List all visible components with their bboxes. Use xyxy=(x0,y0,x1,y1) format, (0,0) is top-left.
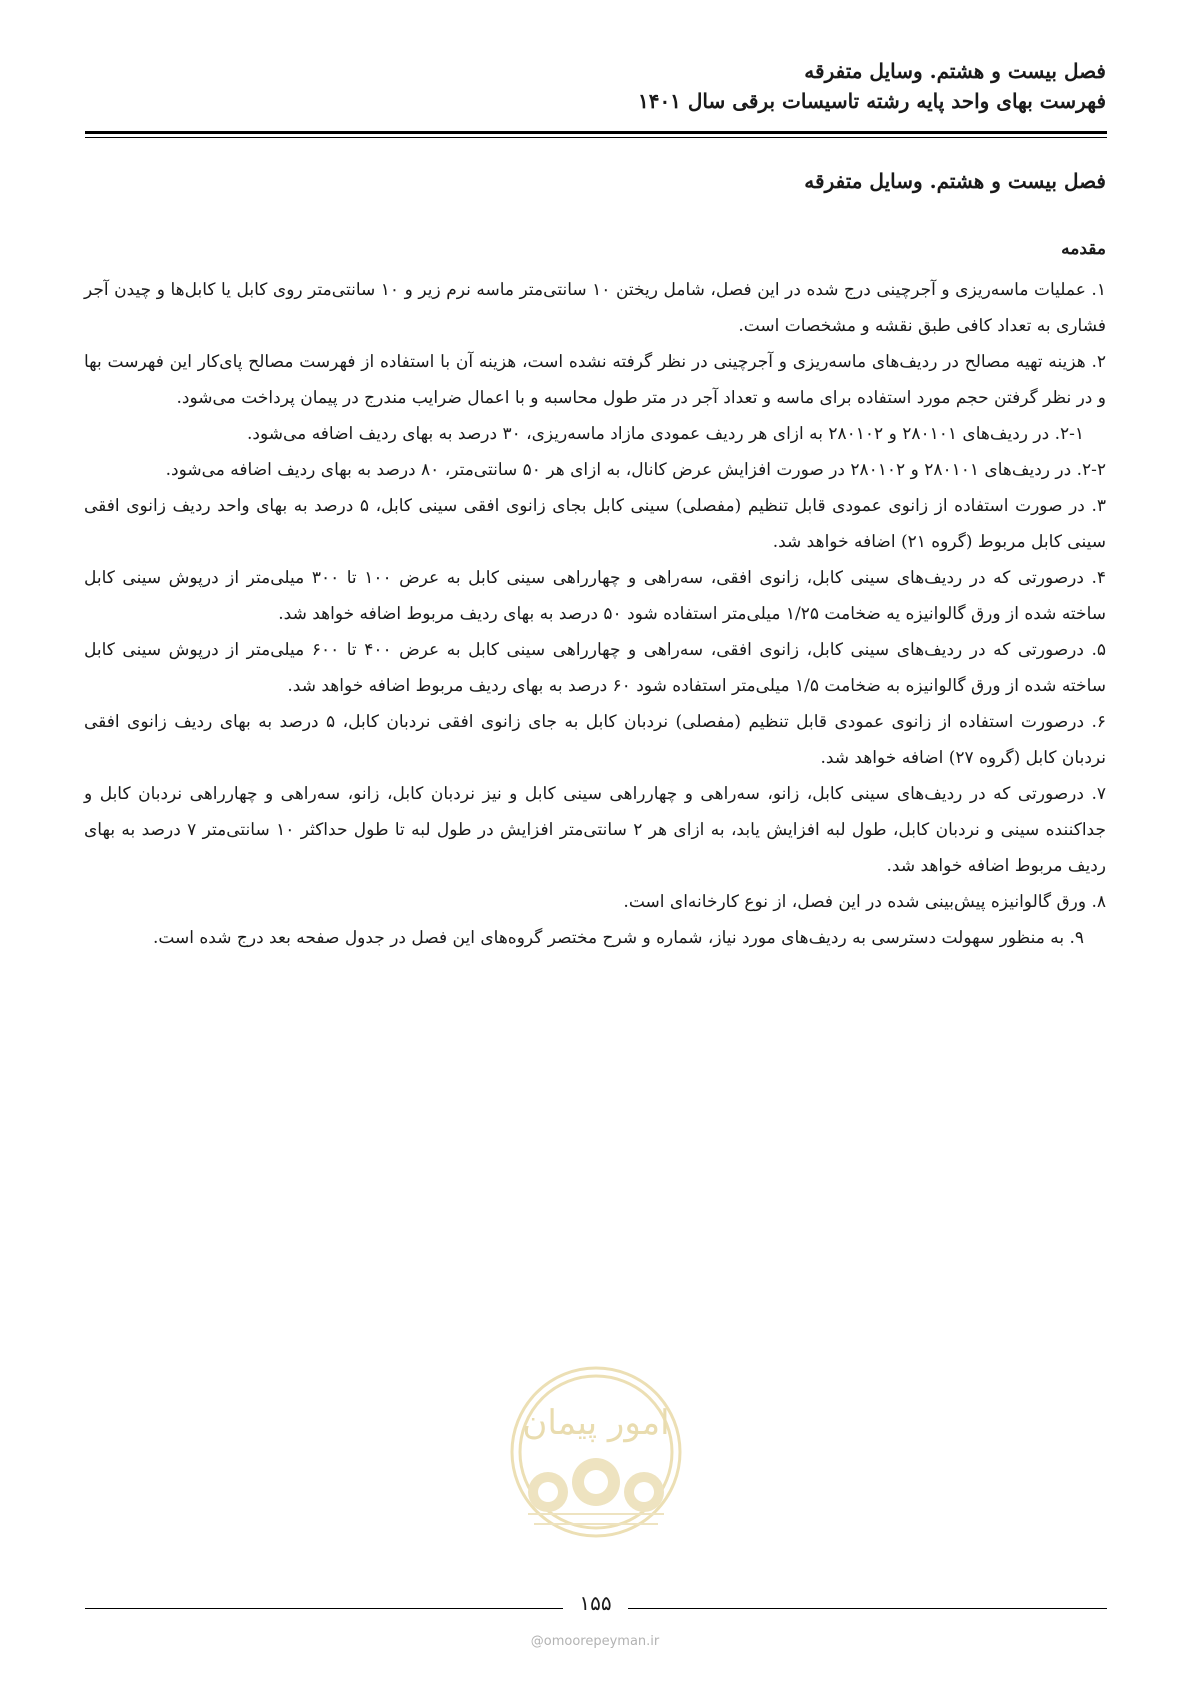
header-rule-thick xyxy=(85,131,1107,134)
paragraph-5: ۵. درصورتی که در ردیف‌های سینی کابل، زانوی افقی، سه‌راهی و چهارراهی سینی کابل به عرض ۴۰۰ تا ۶۰۰ میلی‌متر از درپوش سینی کابل ساخته شده از ورق گالوانیزه به ضخامت ۱/۵ میلی‌متر استفاده شود ۶۰ درصد به بهای ردیف مربوط اضافه خواهد شد. xyxy=(84,640,1107,696)
paragraph-1: ۱. عملیات ماسه‌ریزی و آجرچینی درج شده در این فصل، شامل ریختن ۱۰ سانتی‌متر ماسه نرم زیر و ۱۰ سانتی‌متر روی کابل یا کابل‌ها و چیدن آجر فشاری به تعداد کافی طبق نقشه و مشخصات است. xyxy=(84,280,1106,336)
header-rule-thin xyxy=(85,137,1107,138)
footer-rule-left xyxy=(85,1608,563,1609)
paragraph-2-1: ۲-۱. در ردیف‌های ۲۸۰۱۰۱ و ۲۸۰۱۰۲ به ازای هر ردیف عمودی مازاد ماسه‌ریزی، ۳۰ درصد به بهای ردیف اضافه می‌شود. xyxy=(247,424,1084,444)
footer-rule-right xyxy=(628,1608,1107,1609)
watermark-seal-icon xyxy=(508,1364,684,1540)
paragraph-2: ۲. هزینه تهیه مصالح در ردیف‌های ماسه‌ریزی و آجرچینی در نظر گرفته نشده است، هزینه آن با استفاده از فهرست مصالح پای‌کار این فهرست بها و در نظر گرفتن حجم مورد استفاده برای ماسه و تعداد آجر در متر طول محاسبه و با اعمال ضرایب مندرج در پیمان پرداخت می‌شود. xyxy=(84,352,1106,408)
paragraph-4: ۴. درصورتی که در ردیف‌های سینی کابل، زانوی افقی، سه‌راهی و چهارراهی سینی کابل به عرض ۱۰۰ تا ۳۰۰ میلی‌متر از درپوش سینی کابل ساخته شده از ورق گالوانیزه یه ضخامت ۱/۲۵ میلی‌متر استفاده شود ۵۰ درصد به بهای ردیف مربوط اضافه خواهد شد. xyxy=(84,568,1107,624)
header-chapter-line: فصل بیست و هشتم. وسایل متفرقه xyxy=(804,59,1106,83)
paragraph-2-2: ۲-۲. در ردیف‌های ۲۸۰۱۰۱ و ۲۸۰۱۰۲ در صورت افزایش عرض کانال، به ازای هر ۵۰ سانتی‌متر، ۸۰ درصد به بهای ردیف اضافه می‌شود. xyxy=(165,460,1106,480)
intro-body xyxy=(84,272,1106,956)
header-catalog-line: فهرست بهای واحد پایه رشته تاسیسات برقی سال ۱۴۰۱ xyxy=(637,89,1106,113)
page-header xyxy=(84,56,1106,116)
paragraph-7: ۷. درصورتی که در ردیف‌های سینی کابل، زانو، سه‌راهی و چهارراهی سینی کابل و نیز نردبان کابل، زانو، سه‌راهی و چهارراهی نردبان کابل و جداکننده سینی و نردبان کابل، طول لبه افزایش یابد، به ازای هر ۲ سانتی‌متر افزایش در طول لبه تا طول حداکثر ۱۰ سانتی‌متر ۷ درصد به بهای ردیف مربوط اضافه خواهد شد. xyxy=(84,784,1106,876)
paragraph-6: ۶. درصورت استفاده از زانوی عمودی قابل تنظیم (مفصلی) نردبان کابل به جای زانوی افقی نردبان کابل، ۵ درصد به بهای ردیف زانوی افقی نردبان کابل (گروه ۲۷) اضافه خواهد شد. xyxy=(84,712,1106,768)
watermark-label: امور پیمان xyxy=(522,1403,670,1443)
paragraph-9: ۹. به منظور سهولت دسترسی به ردیف‌های مورد نیاز، شماره و شرح مختصر گروه‌های این فصل در جدول صفحه بعد درج شده است. xyxy=(152,928,1084,948)
website-label: @omoorepeyman.ir xyxy=(530,1634,660,1649)
intro-heading: مقدمه xyxy=(1061,239,1106,259)
chapter-title: فصل بیست و هشتم. وسایل متفرقه xyxy=(804,169,1106,193)
page-number: ۱۵۵ xyxy=(579,1591,612,1615)
paragraph-8: ۸. ورق گالوانیزه پیش‌بینی شده در این فصل، از نوع کارخانه‌ای است. xyxy=(623,892,1106,912)
paragraph-3: ۳. در صورت استفاده از زانوی عمودی قابل تنظیم (مفصلی) سینی کابل بجای زانوی افقی سینی کابل، ۵ درصد به بهای واحد ردیف زانوی افقی سینی کابل مربوط (گروه ۲۱) اضافه خواهد شد. xyxy=(84,496,1106,552)
